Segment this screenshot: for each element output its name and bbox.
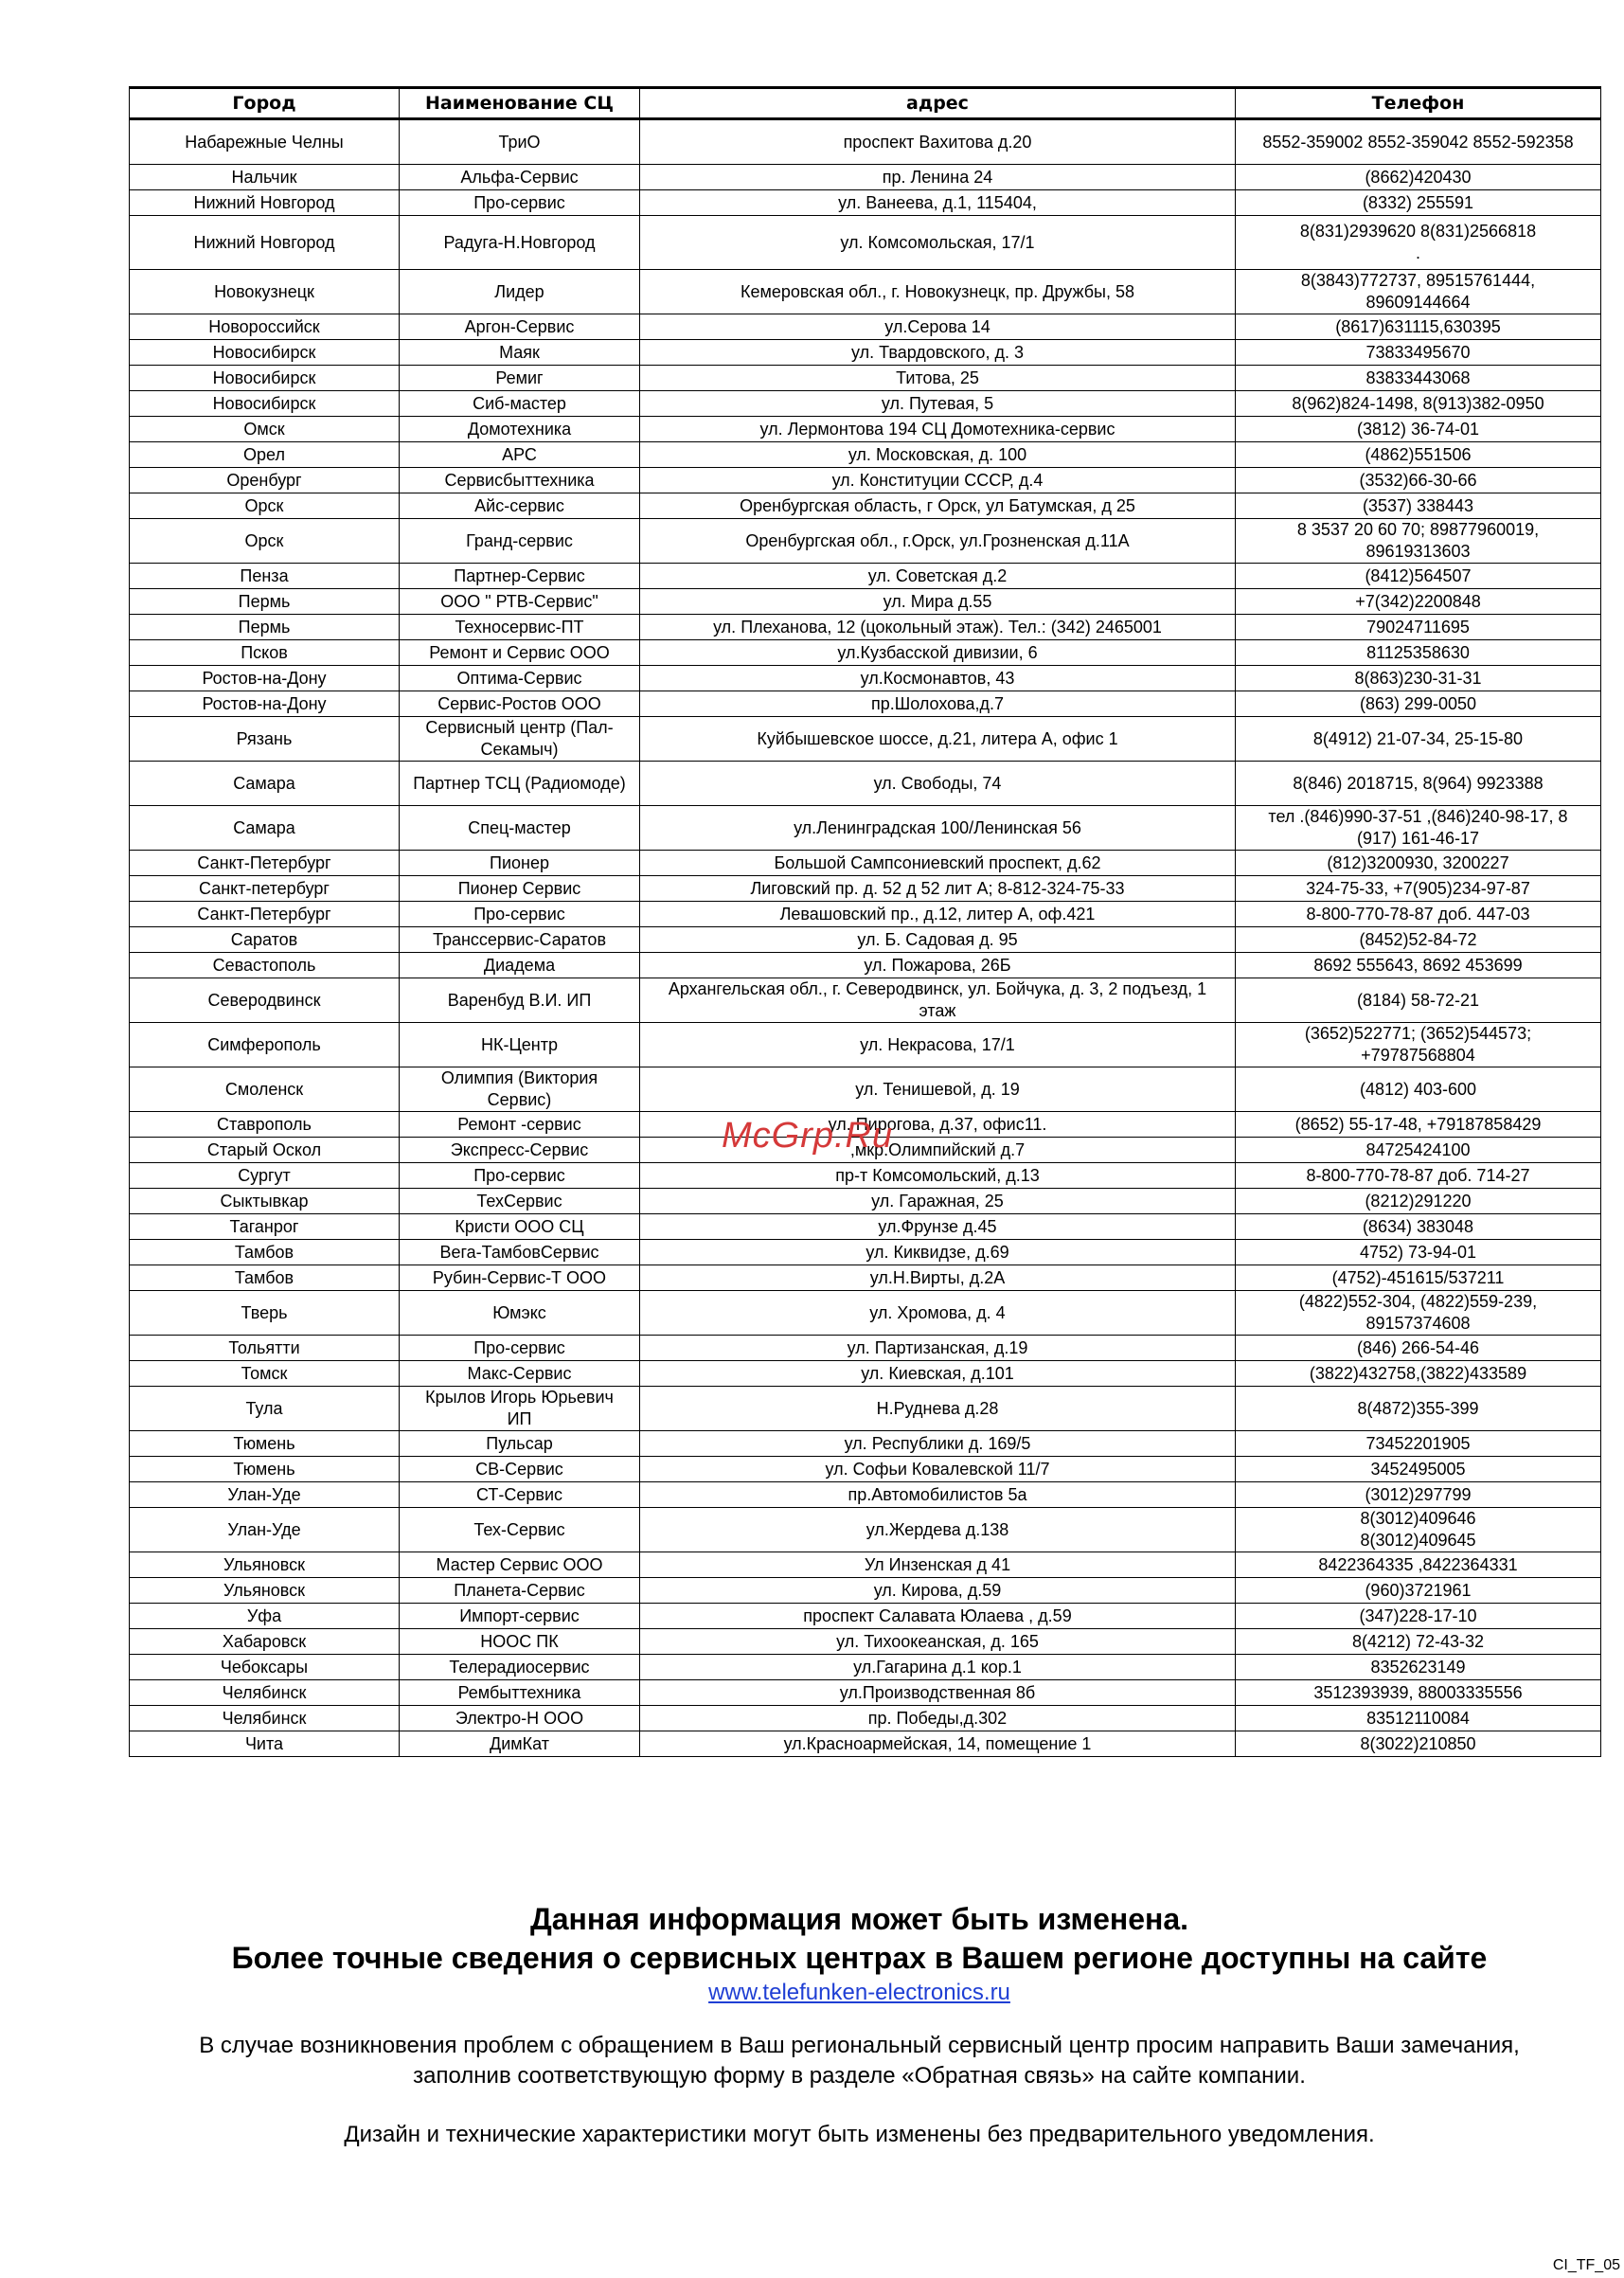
cell-center-name: ТриО [400,119,640,165]
cell-center-name: Маяк [400,340,640,366]
cell-city: Чита [130,1731,400,1757]
table-row [130,851,1601,876]
cell-phone: 8552-359002 8552-359042 8552-592358 [1236,119,1601,165]
table-row [130,1067,1601,1112]
cell-address: ул.Жердева д.138 [640,1508,1236,1552]
cell-address: ул.Ленинградская 100/Ленинская 56 [640,806,1236,851]
cell-address: Большой Сампсониевский проспект, д.62 [640,851,1236,876]
cell-phone: (812)3200930, 3200227 [1236,851,1601,876]
cell-address: пр. Победы,д.302 [640,1706,1236,1731]
cell-phone: 3452495005 [1236,1457,1601,1482]
cell-city: Самара [130,762,400,806]
cell-phone: (8184) 58-72-21 [1236,978,1601,1023]
cell-address: Оренбургская область, г Орск, ул Батумская, д 25 [640,493,1236,519]
cell-center-name: АРС [400,442,640,468]
cell-phone: (8412)564507 [1236,564,1601,589]
cell-address: ул. Ванеева, д.1, 115404, [640,190,1236,216]
header-phone: Телефон [1236,88,1601,119]
table-row [130,691,1601,717]
table-row [130,806,1601,851]
cell-phone: +7(342)2200848 [1236,589,1601,615]
table-row [130,666,1601,691]
cell-phone: 8692 555643, 8692 453699 [1236,953,1601,978]
cell-city: Орск [130,519,400,564]
cell-phone: (8452)52-84-72 [1236,927,1601,953]
cell-city: Ставрополь [130,1112,400,1138]
cell-address: Архангельская обл., г. Северодвинск, ул. Бойчука, д. 3, 2 подъезд, 1 этаж [640,978,1236,1023]
table-row [130,564,1601,589]
cell-address: Левашовский пр., д.12, литер А, оф.421 [640,902,1236,927]
cell-phone: (4752)-451615/537211 [1236,1265,1601,1291]
cell-address: ул. Комсомольская, 17/1 [640,216,1236,270]
cell-phone: 8-800-770-78-87 доб. 447-03 [1236,902,1601,927]
feedback-paragraph: В случае возникновения проблем с обращением в Ваш региональный сервисный центр просим направить Ваши замечания, заполнив соответствующую форму в разделе «Обратная связь» на сайте компании. [199,2033,1520,2089]
cell-center-name: ДимКат [400,1731,640,1757]
cell-city: Тула [130,1387,400,1431]
cell-address: ул. Некрасова, 17/1 [640,1023,1236,1067]
cell-address: Оренбургская обл., г.Орск, ул.Грозненская д.11А [640,519,1236,564]
cell-phone: 8(3022)210850 [1236,1731,1601,1757]
cell-address: Титова, 25 [640,366,1236,391]
table-row [130,1457,1601,1482]
cell-address: Ул Инзенская д 41 [640,1552,1236,1578]
table-row [130,876,1601,902]
cell-center-name: Про-сервис [400,1336,640,1361]
cell-city: Ростов-на-Дону [130,666,400,691]
cell-city: Чебоксары [130,1655,400,1680]
cell-phone: 81125358630 [1236,640,1601,666]
cell-phone: (4812) 403-600 [1236,1067,1601,1112]
table-row [130,442,1601,468]
cell-address: ул. Тенишевой, д. 19 [640,1067,1236,1112]
cell-city: Челябинск [130,1706,400,1731]
cell-phone: (4862)551506 [1236,442,1601,468]
cell-center-name: Партнер ТСЦ (Радиомоде) [400,762,640,806]
cell-center-name: СТ-Сервис [400,1482,640,1508]
cell-address: ул.Гагарина д.1 кор.1 [640,1655,1236,1680]
cell-address: ул.Кузбасской дивизии, 6 [640,640,1236,666]
table-row [130,340,1601,366]
cell-address: пр. Ленина 24 [640,165,1236,190]
cell-city: Уфа [130,1604,400,1629]
header-address: адрес [640,88,1236,119]
cell-city: Нижний Новгород [130,216,400,270]
cell-city: Пермь [130,589,400,615]
table-row [130,978,1601,1023]
cell-city: Севастополь [130,953,400,978]
table-row [130,493,1601,519]
cell-address: ул.Серова 14 [640,314,1236,340]
table-row [130,417,1601,442]
cell-phone: 73452201905 [1236,1431,1601,1457]
cell-city: Санкт-Петербург [130,902,400,927]
cell-city: Ульяновск [130,1552,400,1578]
cell-center-name: НК-Центр [400,1023,640,1067]
cell-city: Тольятти [130,1336,400,1361]
cell-address: ул.Фрунзе д.45 [640,1214,1236,1240]
cell-center-name: Сервис-Ростов ООО [400,691,640,717]
cell-city: Пермь [130,615,400,640]
cell-phone: 8(863)230-31-31 [1236,666,1601,691]
cell-city: Тюмень [130,1431,400,1457]
table-row [130,615,1601,640]
cell-center-name: Тех-Сервис [400,1508,640,1552]
cell-address: Кемеровская обл., г. Новокузнецк, пр. Дружбы, 58 [640,270,1236,314]
cell-address: пр.Автомобилистов 5а [640,1482,1236,1508]
cell-center-name: Про-сервис [400,1163,640,1189]
table-row [130,1431,1601,1457]
cell-phone: 8352623149 [1236,1655,1601,1680]
cell-phone: 8(3843)772737, 89515761444, 89609144664 [1236,270,1601,314]
cell-center-name: Лидер [400,270,640,314]
cell-center-name: СВ-Сервис [400,1457,640,1482]
table-row [130,165,1601,190]
cell-address: ул. Твардовского, д. 3 [640,340,1236,366]
cell-center-name: Вега-ТамбовСервис [400,1240,640,1265]
cell-center-name: Пионер [400,851,640,876]
cell-center-name: Оптима-Сервис [400,666,640,691]
cell-phone: (8662)420430 [1236,165,1601,190]
cell-phone: 8(3012)409646 8(3012)409645 [1236,1508,1601,1552]
cell-address: ул. Свободы, 74 [640,762,1236,806]
cell-city: Рязань [130,717,400,762]
cell-center-name: Пульсар [400,1431,640,1457]
cell-phone: 83833443068 [1236,366,1601,391]
cell-center-name: Мастер Сервис ООО [400,1552,640,1578]
cell-center-name: Гранд-сервис [400,519,640,564]
table-row [130,1680,1601,1706]
cell-city: Таганрог [130,1214,400,1240]
cell-phone: 8(4912) 21-07-34, 25-15-80 [1236,717,1601,762]
cell-address: ул. Республики д. 169/5 [640,1431,1236,1457]
table-row [130,468,1601,493]
cell-phone: (3652)522771; (3652)544573; +79787568804 [1236,1023,1601,1067]
cell-address: пр.Шолохова,д.7 [640,691,1236,717]
cell-center-name: Олимпия (Виктория Сервис) [400,1067,640,1112]
cell-phone: (863) 299-0050 [1236,691,1601,717]
cell-center-name: Айс-сервис [400,493,640,519]
cell-city: Симферополь [130,1023,400,1067]
cell-phone: (3822)432758,(3822)433589 [1236,1361,1601,1387]
table-row [130,119,1601,165]
cell-city: Оренбург [130,468,400,493]
watermark: McGrp.Ru [722,1116,894,1156]
cell-city: Псков [130,640,400,666]
table-row [130,190,1601,216]
cell-center-name: Диадема [400,953,640,978]
cell-center-name: Макс-Сервис [400,1361,640,1387]
cell-city: Новосибирск [130,366,400,391]
cell-city: Орел [130,442,400,468]
cell-center-name: Про-сервис [400,190,640,216]
table-row [130,1163,1601,1189]
cell-center-name: Транссервис-Саратов [400,927,640,953]
cell-address: ул. Киквидзе, д.69 [640,1240,1236,1265]
cell-center-name: Партнер-Сервис [400,564,640,589]
cell-address: ул. Московская, д. 100 [640,442,1236,468]
cell-address: ул.Красноармейская, 14, помещение 1 [640,1731,1236,1757]
table-row [130,717,1601,762]
cell-phone: (3012)297799 [1236,1482,1601,1508]
cell-address: Куйбышевское шоссе, д.21, литера А, офис 1 [640,717,1236,762]
table-row [130,1706,1601,1731]
table-row [130,1214,1601,1240]
cell-city: Новокузнецк [130,270,400,314]
table-row [130,366,1601,391]
cell-address: ул.Космонавтов, 43 [640,666,1236,691]
cell-city: Сургут [130,1163,400,1189]
header-center-name: Наименование СЦ [400,88,640,119]
cell-address: ул. Лермонтова 194 СЦ Домотехника-сервис [640,417,1236,442]
cell-center-name: Ремонт и Сервис ООО [400,640,640,666]
table-row [130,1387,1601,1431]
cell-address: ул. Пожарова, 26Б [640,953,1236,978]
cell-phone: (4822)552-304, (4822)559-239, 89157374608 [1236,1291,1601,1336]
cell-city: Пенза [130,564,400,589]
cell-address: ул. Софьи Ковалевской 11/7 [640,1457,1236,1482]
disclaimer-paragraph: Дизайн и технические характеристики могут быть изменены без предварительного уведомления. [344,2122,1375,2147]
cell-phone: 8(962)824-1498, 8(913)382-0950 [1236,391,1601,417]
table-row [130,519,1601,564]
cell-phone: (8652) 55-17-48, +79187858429 [1236,1112,1601,1138]
table-header-row [130,88,1601,119]
cell-city: Хабаровск [130,1629,400,1655]
cell-city: Нальчик [130,165,400,190]
cell-center-name: Варенбуд В.И. ИП [400,978,640,1023]
cell-address: ул. Б. Садовая д. 95 [640,927,1236,953]
cell-city: Новороссийск [130,314,400,340]
cell-center-name: Рубин-Сервис-Т ООО [400,1265,640,1291]
table-row [130,270,1601,314]
cell-center-name: Радуга-Н.Новгород [400,216,640,270]
cell-phone: (8617)631115,630395 [1236,314,1601,340]
cell-center-name: Кристи ООО СЦ [400,1214,640,1240]
cell-address: пр-т Комсомольский, д.13 [640,1163,1236,1189]
cell-center-name: Крылов Игорь Юрьевич ИП [400,1387,640,1431]
cell-city: Тюмень [130,1457,400,1482]
cell-center-name: Рембыттехника [400,1680,640,1706]
table-row [130,314,1601,340]
website-link[interactable]: www.telefunken-electronics.ru [708,1980,1010,2005]
cell-center-name: ТехСервис [400,1189,640,1214]
cell-address: Н.Руднева д.28 [640,1387,1236,1431]
cell-address: ул. Тихоокеанская, д. 165 [640,1629,1236,1655]
cell-center-name: Импорт-сервис [400,1604,640,1629]
cell-phone: (846) 266-54-46 [1236,1336,1601,1361]
cell-phone: 79024711695 [1236,615,1601,640]
table-row [130,1336,1601,1361]
document-code: CI_TF_05 [1552,2257,1620,2273]
table-row [130,589,1601,615]
table-row [130,1240,1601,1265]
cell-phone: 8 3537 20 60 70; 89877960019, 89619313603 [1236,519,1601,564]
cell-center-name: Аргон-Сервис [400,314,640,340]
cell-center-name: Сервисбыттехника [400,468,640,493]
cell-address: ул. Путевая, 5 [640,391,1236,417]
cell-address: ул.Производственная 8б [640,1680,1236,1706]
cell-phone: 8-800-770-78-87 доб. 714-27 [1236,1163,1601,1189]
table-row [130,1578,1601,1604]
cell-address: ул. Советская д.2 [640,564,1236,589]
cell-phone: 8(4872)355-399 [1236,1387,1601,1431]
cell-city: Ульяновск [130,1578,400,1604]
table-row [130,902,1601,927]
cell-city: Самара [130,806,400,851]
cell-center-name: Сиб-мастер [400,391,640,417]
cell-address: ул. Мира д.55 [640,589,1236,615]
cell-city: Санкт-Петербург [130,851,400,876]
cell-center-name: Пионер Сервис [400,876,640,902]
cell-phone: 3512393939, 88003335556 [1236,1680,1601,1706]
cell-phone: 324-75-33, +7(905)234-97-87 [1236,876,1601,902]
cell-center-name: Про-сервис [400,902,640,927]
cell-address: ул.Н.Вирты, д.2А [640,1265,1236,1291]
cell-city: Орск [130,493,400,519]
cell-city: Улан-Уде [130,1508,400,1552]
cell-phone: 8(4212) 72-43-32 [1236,1629,1601,1655]
cell-center-name: Юмэкс [400,1291,640,1336]
table-row [130,640,1601,666]
cell-address: ул. Партизанская, д.19 [640,1336,1236,1361]
cell-address: ул. Хромова, д. 4 [640,1291,1236,1336]
cell-phone: (347)228-17-10 [1236,1604,1601,1629]
cell-city: Нижний Новгород [130,190,400,216]
table-row [130,391,1601,417]
table-row [130,1552,1601,1578]
cell-city: Тамбов [130,1265,400,1291]
cell-phone: 8(831)2939620 8(831)2566818 . [1236,216,1601,270]
cell-city: Санкт-петербург [130,876,400,902]
cell-city: Смоленск [130,1067,400,1112]
cell-phone: 83512110084 [1236,1706,1601,1731]
cell-center-name: Электро-Н ООО [400,1706,640,1731]
table-row [130,1023,1601,1067]
footer-notice-line2: Более точные сведения о сервисных центрах в Вашем регионе доступны на сайте [231,1941,1488,1975]
cell-phone: (960)3721961 [1236,1578,1601,1604]
cell-address: ул. Киевская, д.101 [640,1361,1236,1387]
cell-address: ,мкр.Олимпийский д.7 [640,1138,1236,1163]
footer-notice-line1: Данная информация может быть изменена. [529,1902,1189,1936]
cell-center-name: Альфа-Сервис [400,165,640,190]
table-row [130,1731,1601,1757]
cell-city: Новосибирск [130,391,400,417]
table-row [130,762,1601,806]
cell-city: Набарежные Челны [130,119,400,165]
cell-phone: 84725424100 [1236,1138,1601,1163]
cell-center-name: Телерадиосервис [400,1655,640,1680]
cell-phone: тел .(846)990-37-51 ,(846)240-98-17, 8 (917) 161-46-17 [1236,806,1601,851]
cell-center-name: НООС ПК [400,1629,640,1655]
cell-address: ул. Плеханова, 12 (цокольный этаж). Тел.: (342) 2465001 [640,615,1236,640]
cell-address: ул. Гаражная, 25 [640,1189,1236,1214]
cell-phone: 8(846) 2018715, 8(964) 9923388 [1236,762,1601,806]
cell-center-name: Ремонт -сервис [400,1112,640,1138]
cell-city: Тверь [130,1291,400,1336]
cell-address: проспект Вахитова д.20 [640,119,1236,165]
cell-center-name: Техносервис-ПТ [400,615,640,640]
cell-center-name: Спец-мастер [400,806,640,851]
table-row [130,1629,1601,1655]
table-row [130,1604,1601,1629]
cell-address: ул. Пирогова, д.37, офис11. [640,1112,1236,1138]
cell-phone: (8332) 255591 [1236,190,1601,216]
cell-city: Ростов-на-Дону [130,691,400,717]
table-row [130,927,1601,953]
cell-phone: (8212)291220 [1236,1189,1601,1214]
cell-city: Старый Оскол [130,1138,400,1163]
service-centers-table [129,86,1601,1757]
table-row [130,1291,1601,1336]
table-row [130,216,1601,270]
cell-city: Челябинск [130,1680,400,1706]
cell-address: проспект Салавата Юлаева , д.59 [640,1604,1236,1629]
cell-center-name: ООО " РТВ-Сервис" [400,589,640,615]
cell-address: ул. Конституции СССР, д.4 [640,468,1236,493]
cell-phone: 8422364335 ,8422364331 [1236,1552,1601,1578]
cell-phone: (8634) 383048 [1236,1214,1601,1240]
cell-center-name: Планета-Сервис [400,1578,640,1604]
cell-city: Саратов [130,927,400,953]
cell-center-name: Домотехника [400,417,640,442]
cell-city: Сыктывкар [130,1189,400,1214]
table-row [130,1189,1601,1214]
table-row [130,1655,1601,1680]
cell-phone: (3532)66-30-66 [1236,468,1601,493]
cell-city: Улан-Уде [130,1482,400,1508]
cell-address: ул. Кирова, д.59 [640,1578,1236,1604]
table-body [130,119,1601,1757]
cell-phone: (3537) 338443 [1236,493,1601,519]
cell-city: Новосибирск [130,340,400,366]
header-city: Город [130,88,400,119]
cell-center-name: Ремиг [400,366,640,391]
table-row [130,1361,1601,1387]
cell-address: Лиговский пр. д. 52 д 52 лит А; 8-812-324-75-33 [640,876,1236,902]
table-row [130,1508,1601,1552]
table-row [130,953,1601,978]
cell-phone: (3812) 36-74-01 [1236,417,1601,442]
table-row [130,1482,1601,1508]
cell-city: Омск [130,417,400,442]
table-row [130,1265,1601,1291]
cell-city: Тамбов [130,1240,400,1265]
cell-phone: 73833495670 [1236,340,1601,366]
cell-city: Томск [130,1361,400,1387]
cell-city: Северодвинск [130,978,400,1023]
cell-center-name: Экспресс-Сервис [400,1138,640,1163]
cell-phone: 4752) 73-94-01 [1236,1240,1601,1265]
cell-center-name: Сервисный центр (Пал- Секамыч) [400,717,640,762]
